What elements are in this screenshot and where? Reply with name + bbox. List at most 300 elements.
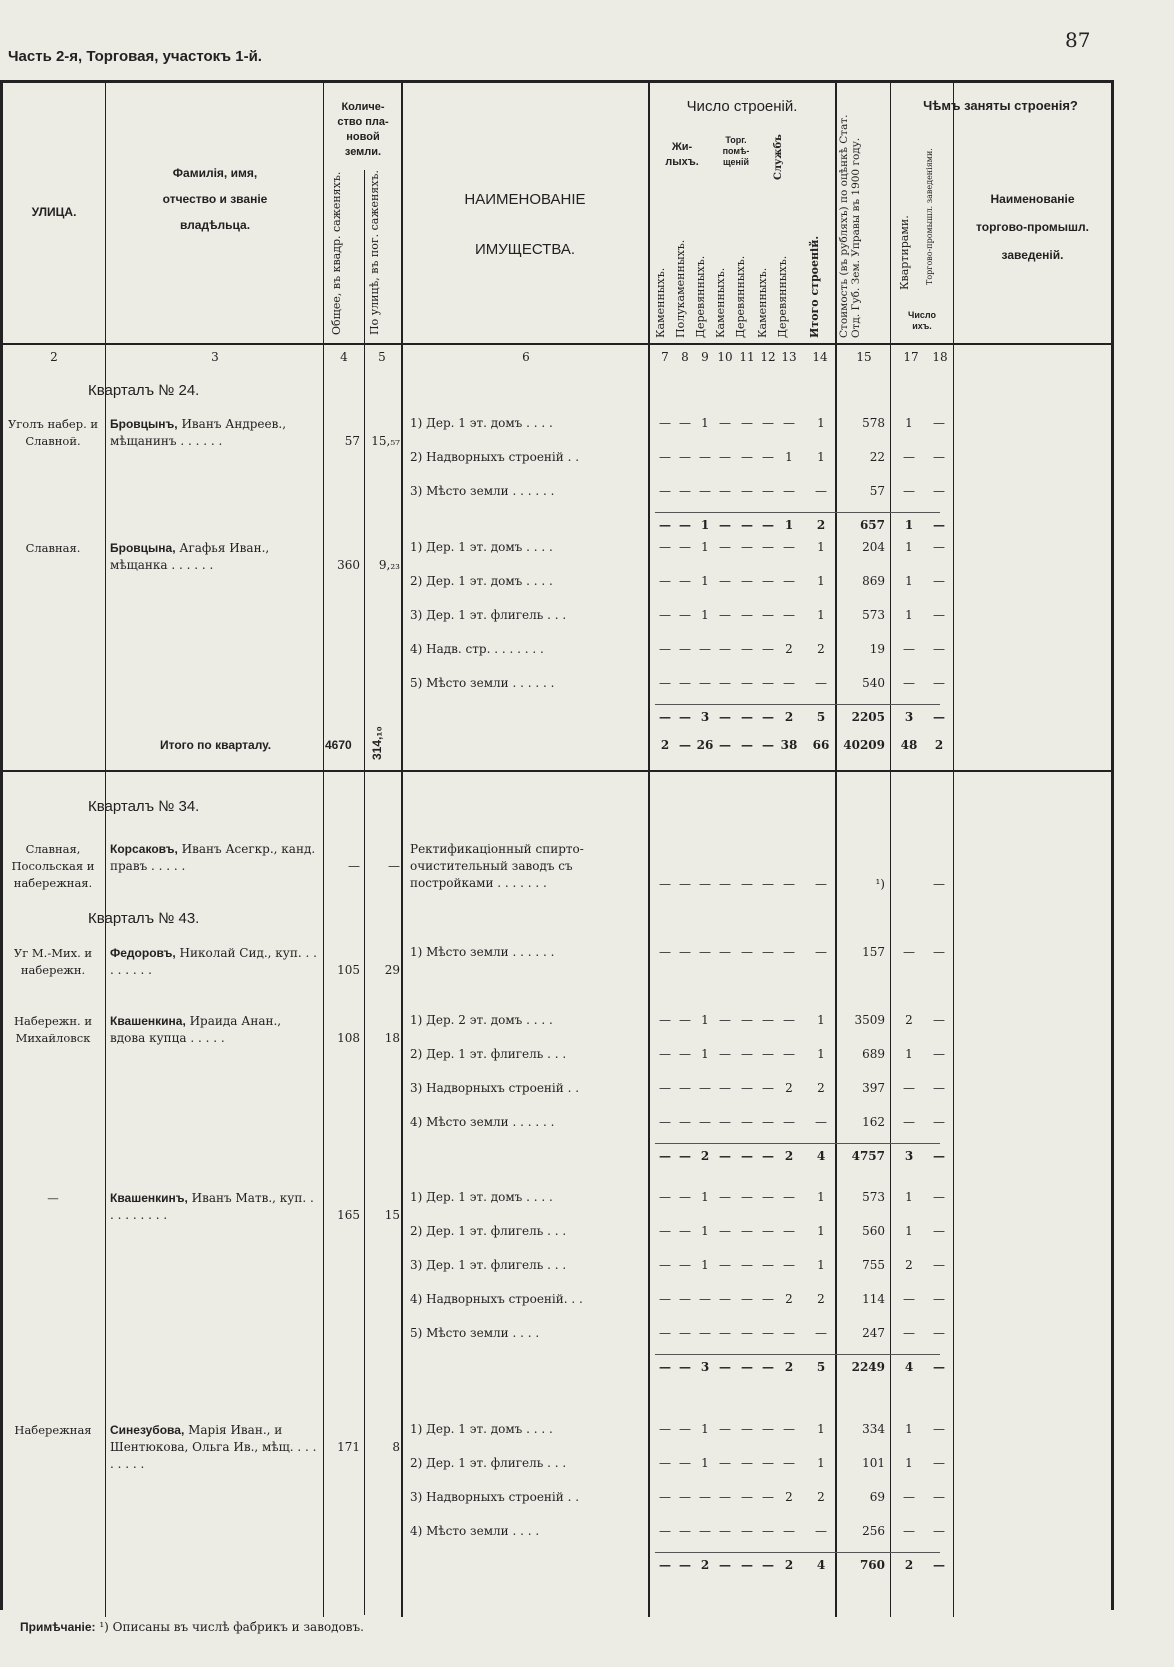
header-trade-est: Торгово-промышл. заведеніями. <box>925 148 934 285</box>
count-cell: — <box>762 1490 774 1504</box>
count-cell: — <box>659 1326 671 1340</box>
owner-details: Николай Сид., куп. . . . . . . . . <box>110 946 317 977</box>
count-cell: — <box>762 540 774 554</box>
apartments-cell: — <box>903 642 915 656</box>
apartments-cell: 2 <box>905 1013 913 1027</box>
land-area-cell: 165 <box>337 1208 360 1222</box>
property-item: 1) Дер. 2 эт. домъ . . . . <box>410 1013 553 1027</box>
col-number: 7 <box>661 350 669 364</box>
apartments-cell: — <box>903 1115 915 1129</box>
property-item: 1) Дер. 1 эт. домъ . . . . <box>410 416 553 430</box>
count-cell: 1 <box>700 518 710 532</box>
property-item: 5) Мѣсто земли . . . . . . <box>410 676 555 690</box>
count-cell: 1 <box>817 450 825 464</box>
count-cell: — <box>783 484 795 498</box>
count-cell: — <box>719 1081 731 1095</box>
land-area-cell: 360 <box>337 558 360 572</box>
part-header: Часть 2-я, Торговая, участокъ 1-й. <box>8 48 262 65</box>
count-cell: — <box>719 1047 731 1061</box>
header-street: УЛИЦА. <box>31 205 77 219</box>
owner-surname: Бровцынъ, <box>110 417 178 431</box>
owner-cell <box>110 945 320 979</box>
trade-est-cell: — <box>933 416 945 430</box>
count-cell: — <box>679 1013 691 1027</box>
count-cell: — <box>815 1115 827 1129</box>
street-cell: Набережн. и Михайловск <box>13 1014 92 1045</box>
street-cell: Уг М.-Мих. и набережн. <box>13 946 93 977</box>
count-cell: — <box>741 518 753 532</box>
header-wooden-3: Деревянныхъ. <box>776 255 789 338</box>
count-cell: — <box>815 877 827 891</box>
count-cell: — <box>659 608 671 622</box>
count-cell: — <box>815 1326 827 1340</box>
trade-est-cell: — <box>933 1292 945 1306</box>
value-cell: 573 <box>862 1190 885 1204</box>
owner-details: Иванъ Андреев., мѣщанинъ . . . . . . <box>110 417 287 448</box>
count-cell: — <box>762 1456 774 1470</box>
count-cell: — <box>762 574 774 588</box>
count-cell: 1 <box>817 1422 825 1436</box>
col-rule <box>105 82 106 1617</box>
count-cell: — <box>699 1524 711 1538</box>
count-cell: — <box>659 1422 671 1436</box>
col-number: 4 <box>340 350 348 364</box>
trade-est-cell: — <box>933 1558 945 1572</box>
count-cell: — <box>719 1190 731 1204</box>
land-front-cell: 18 <box>384 1031 400 1045</box>
count-cell: — <box>659 1292 671 1306</box>
apartments-cell: 1 <box>905 1047 913 1061</box>
property-item: 1) Мѣсто земли . . . . . . <box>410 945 555 959</box>
col-number: 5 <box>378 350 386 364</box>
count-cell: — <box>679 574 691 588</box>
count-cell: — <box>659 574 671 588</box>
col-rule <box>648 82 650 1617</box>
count-cell: 2 <box>785 1292 793 1306</box>
count-cell: — <box>741 1558 753 1572</box>
value-cell: 689 <box>862 1047 885 1061</box>
count-cell: 1 <box>817 1013 825 1027</box>
footnote-label: Примѣчаніе: <box>20 1620 96 1634</box>
count-cell: — <box>659 416 671 430</box>
count-cell: — <box>762 676 774 690</box>
value-cell: 657 <box>859 518 885 532</box>
count-cell: 5 <box>816 1360 826 1374</box>
count-cell: — <box>719 1149 731 1163</box>
owner-cell <box>110 416 320 450</box>
count-cell: — <box>659 945 671 959</box>
count-cell: 1 <box>817 416 825 430</box>
property-item: 3) Дер. 1 эт. флигель . . . <box>410 608 567 622</box>
trade-est-cell: — <box>933 484 945 498</box>
owner-cell <box>110 1422 320 1473</box>
count-cell: — <box>679 1115 691 1129</box>
trade-est-cell: — <box>933 1081 945 1095</box>
count-cell: — <box>741 1524 753 1538</box>
count-cell: — <box>762 608 774 622</box>
value-cell: 256 <box>862 1524 885 1538</box>
count-cell: — <box>719 676 731 690</box>
owner-surname: Синезубова, <box>110 1423 185 1437</box>
count-cell: — <box>659 676 671 690</box>
count-cell: 1 <box>701 574 709 588</box>
owner-cell <box>110 540 320 574</box>
count-cell: — <box>719 945 731 959</box>
property-item: 2) Дер. 1 эт. домъ . . . . <box>410 574 553 588</box>
count-cell: — <box>762 1292 774 1306</box>
col-rule <box>890 82 891 1617</box>
count-cell: 1 <box>701 608 709 622</box>
property-item: 3) Надворныхъ строеній . . <box>410 1081 580 1095</box>
count-cell: — <box>741 1013 753 1027</box>
land-area-cell: 57 <box>344 434 360 448</box>
count-cell: — <box>699 450 711 464</box>
owner-details: Ираида Анан., вдова купца . . . . . <box>110 1014 282 1045</box>
count-cell: — <box>783 540 795 554</box>
apartments-cell: 1 <box>905 1224 913 1238</box>
trade-est-cell: — <box>933 710 945 724</box>
count-cell: — <box>679 1081 691 1095</box>
apartments-cell: 1 <box>905 608 913 622</box>
value-cell: 760 <box>859 1558 885 1572</box>
count-cell: — <box>699 1115 711 1129</box>
header-est-name: Наименованіе торгово-промышл. заведеній. <box>976 192 1089 262</box>
trade-est-cell: — <box>933 1115 945 1129</box>
count-cell: — <box>719 1258 731 1272</box>
header-land: Количе- ство пла- новой земли. <box>337 101 389 158</box>
land-front-cell: 15 <box>384 1208 400 1222</box>
count-cell: 1 <box>817 1456 825 1470</box>
count-cell: — <box>783 608 795 622</box>
apartments-cell: — <box>903 676 915 690</box>
count-cell: — <box>762 484 774 498</box>
count-cell: — <box>741 1081 753 1095</box>
count-cell: — <box>719 1524 731 1538</box>
apartments-cell: 1 <box>905 1422 913 1436</box>
count-cell: — <box>719 1115 731 1129</box>
count-cell: 1 <box>784 518 794 532</box>
count-cell: — <box>659 642 671 656</box>
count-cell: 2 <box>660 738 670 752</box>
footnote <box>20 1620 364 1634</box>
count-cell: 2 <box>784 1149 794 1163</box>
count-cell: — <box>783 1524 795 1538</box>
count-cell: — <box>659 1190 671 1204</box>
owner-surname: Квашенкина, <box>110 1014 186 1028</box>
apartments-cell: — <box>903 1326 915 1340</box>
count-cell: — <box>762 1190 774 1204</box>
land-front-cell: 8 <box>392 1440 400 1454</box>
count-cell: 1 <box>817 1224 825 1238</box>
apartments-cell: — <box>903 450 915 464</box>
count-cell: — <box>699 945 711 959</box>
apartments-cell: 3 <box>904 710 914 724</box>
count-cell: — <box>659 1149 671 1163</box>
count-cell: 1 <box>817 1190 825 1204</box>
count-cell: 5 <box>816 710 826 724</box>
count-cell: — <box>741 1149 753 1163</box>
value-cell: 247 <box>862 1326 885 1340</box>
value-cell: 4757 <box>851 1149 885 1163</box>
quarter-heading: Кварталъ № 34. <box>88 798 200 815</box>
header-apartments: Квартирами. <box>898 215 911 290</box>
count-cell: — <box>659 1081 671 1095</box>
count-cell: — <box>659 1224 671 1238</box>
quarter-separator-rule <box>0 770 1114 772</box>
apartments-cell: 1 <box>905 574 913 588</box>
col-number: 11 <box>739 350 755 364</box>
apartments-cell: — <box>903 1490 915 1504</box>
owner-details: Иванъ Асегкр., канд. правъ . . . . . <box>110 842 316 873</box>
count-cell: — <box>679 676 691 690</box>
count-cell: — <box>679 1326 691 1340</box>
count-cell: 2 <box>785 642 793 656</box>
subtotal-rule <box>655 512 940 513</box>
col-rule <box>364 170 365 1615</box>
land-front-cell: 9,₂₃ <box>378 558 400 572</box>
count-cell: — <box>719 1360 731 1374</box>
count-cell: — <box>719 1490 731 1504</box>
count-cell: 2 <box>817 642 825 656</box>
count-cell: — <box>741 484 753 498</box>
property-item: 2) Надворныхъ строеній . . <box>410 450 580 464</box>
table-top-rule <box>0 80 1114 83</box>
count-cell: — <box>679 450 691 464</box>
count-cell: — <box>741 1360 753 1374</box>
count-cell: — <box>679 877 691 891</box>
owner-surname: Бровцына, <box>110 541 176 555</box>
owner-details: Иванъ Матв., куп. . . . . . . . . . <box>110 1191 314 1222</box>
property-item: 4) Мѣсто земли . . . . <box>410 1524 540 1538</box>
count-cell: — <box>719 574 731 588</box>
apartments-cell: 1 <box>905 1456 913 1470</box>
count-cell: — <box>783 945 795 959</box>
header-half-stone: Полукаменныхъ. <box>674 239 687 338</box>
land-area-cell: 105 <box>337 963 360 977</box>
trade-est-cell: 2 <box>934 738 944 752</box>
property-item: 2) Дер. 1 эт. флигель . . . <box>410 1224 567 1238</box>
apartments-cell: 1 <box>905 1190 913 1204</box>
count-cell: — <box>719 1326 731 1340</box>
count-cell: — <box>719 1558 731 1572</box>
subtotal-rule <box>655 1143 940 1144</box>
count-cell: — <box>659 1360 671 1374</box>
trade-est-cell: — <box>933 1149 945 1163</box>
count-cell: — <box>741 1292 753 1306</box>
property-item: 3) Надворныхъ строеній . . <box>410 1490 580 1504</box>
trade-est-cell: — <box>933 676 945 690</box>
count-cell: 2 <box>816 518 826 532</box>
count-cell: 1 <box>701 1422 709 1436</box>
count-cell: — <box>762 1258 774 1272</box>
header-total-buildings: Итого строеній. <box>808 235 821 338</box>
count-cell: — <box>783 1115 795 1129</box>
count-cell: — <box>762 710 774 724</box>
header-value: Стоимость (въ рубляхъ) по оцѣнкѣ Стат. Отд. Губ. Зем. Управы въ 1900 году. <box>838 114 862 338</box>
col-rule <box>953 82 954 1617</box>
property-item: 4) Надв. стр. . . . . . . . <box>410 642 544 656</box>
property-item: 4) Надворныхъ строеній. . . <box>410 1292 583 1306</box>
count-cell: — <box>679 540 691 554</box>
count-cell: — <box>783 416 795 430</box>
land-area-cell: 171 <box>337 1440 360 1454</box>
count-cell: 2 <box>785 1081 793 1095</box>
count-cell: — <box>783 1456 795 1470</box>
apartments-cell: 2 <box>905 1258 913 1272</box>
count-cell: — <box>815 676 827 690</box>
count-cell: 2 <box>784 710 794 724</box>
count-cell: — <box>679 945 691 959</box>
count-cell: — <box>741 1258 753 1272</box>
count-cell: — <box>741 1326 753 1340</box>
trade-est-cell: — <box>933 1326 945 1340</box>
value-cell: 2205 <box>851 710 885 724</box>
count-cell: 26 <box>696 738 714 752</box>
col-number: 15 <box>856 350 872 364</box>
quarter-total-front: 314,₁₀ <box>370 726 384 760</box>
count-cell: 2 <box>784 1360 794 1374</box>
street-cell: — <box>47 1191 59 1205</box>
apartments-cell: 3 <box>904 1149 914 1163</box>
header-wooden-2: Деревянныхъ. <box>734 255 747 338</box>
count-cell: 1 <box>701 1258 709 1272</box>
value-cell: 19 <box>869 642 885 656</box>
count-cell: — <box>783 1190 795 1204</box>
count-cell: — <box>783 1224 795 1238</box>
count-cell: — <box>762 1224 774 1238</box>
count-cell: 2 <box>784 1558 794 1572</box>
count-cell: 1 <box>701 416 709 430</box>
apartments-cell: 1 <box>904 518 914 532</box>
value-cell: 560 <box>862 1224 885 1238</box>
count-cell: — <box>741 877 753 891</box>
count-cell: — <box>659 1047 671 1061</box>
count-cell: — <box>679 1456 691 1470</box>
count-cell: 1 <box>817 608 825 622</box>
owner-surname: Квашенкинъ, <box>110 1191 188 1205</box>
count-cell: 3 <box>700 710 710 724</box>
col-number: 14 <box>812 350 828 364</box>
value-cell: 540 <box>862 676 885 690</box>
count-cell: — <box>719 642 731 656</box>
count-cell: 1 <box>817 1047 825 1061</box>
count-cell: — <box>741 540 753 554</box>
trade-est-cell: — <box>933 1524 945 1538</box>
count-cell: — <box>679 1292 691 1306</box>
count-cell: — <box>762 1115 774 1129</box>
header-owner: Фамилія, имя, отчество и званіе владѣльца. <box>162 166 268 232</box>
header-residential: Жи- лыхъ. <box>665 141 699 168</box>
property-item: 3) Мѣсто земли . . . . . . <box>410 484 555 498</box>
count-cell: 1 <box>701 1456 709 1470</box>
count-cell: — <box>719 484 731 498</box>
count-cell: — <box>699 1326 711 1340</box>
col-number: 3 <box>211 350 219 364</box>
count-cell: — <box>719 1013 731 1027</box>
owner-cell <box>110 1013 320 1047</box>
owner-surname: Корсаковъ, <box>110 842 178 856</box>
apartments-cell: 1 <box>905 540 913 554</box>
header-stone: Каменныхъ. <box>654 267 667 338</box>
count-cell: — <box>741 738 753 752</box>
owner-cell <box>110 841 320 875</box>
count-cell: — <box>762 1558 774 1572</box>
count-cell: — <box>762 1047 774 1061</box>
header-service: Службъ <box>773 134 784 180</box>
count-cell: — <box>762 1422 774 1436</box>
trade-est-cell: — <box>933 1490 945 1504</box>
apartments-cell: 4 <box>904 1360 914 1374</box>
count-cell: 1 <box>817 1258 825 1272</box>
count-cell: — <box>783 1258 795 1272</box>
count-cell: — <box>741 574 753 588</box>
count-cell: — <box>679 1224 691 1238</box>
apartments-cell: — <box>903 1081 915 1095</box>
property-item: 3) Дер. 1 эт. флигель . . . <box>410 1258 567 1272</box>
count-cell: — <box>719 1456 731 1470</box>
trade-est-cell: — <box>933 1360 945 1374</box>
count-cell: — <box>741 676 753 690</box>
count-cell: — <box>699 1292 711 1306</box>
count-cell: — <box>719 710 731 724</box>
count-cell: — <box>719 877 731 891</box>
count-cell: — <box>741 1115 753 1129</box>
count-cell: — <box>679 710 691 724</box>
count-cell: — <box>783 1422 795 1436</box>
value-cell: 869 <box>862 574 885 588</box>
property-item: Ректификаціонный спирто-очистительный заводъ съ постройками . . . . . . . <box>410 842 584 890</box>
header-land-total: Общее, въ квадр. саженяхъ. <box>330 171 343 335</box>
count-cell: 2 <box>817 1292 825 1306</box>
count-cell: — <box>783 1013 795 1027</box>
subtotal-rule <box>655 704 940 705</box>
count-cell: — <box>741 416 753 430</box>
header-stone-3: Каменныхъ. <box>756 267 769 338</box>
count-cell: — <box>762 642 774 656</box>
count-cell: — <box>679 416 691 430</box>
count-cell: — <box>762 450 774 464</box>
col-number: 8 <box>681 350 689 364</box>
apartments-cell: — <box>903 1524 915 1538</box>
count-cell: — <box>762 1360 774 1374</box>
property-item: 4) Мѣсто земли . . . . . . <box>410 1115 555 1129</box>
value-cell: 2249 <box>851 1360 885 1374</box>
property-item: 5) Мѣсто земли . . . . <box>410 1326 540 1340</box>
count-cell: — <box>679 518 691 532</box>
table-left-rule <box>0 80 3 1610</box>
apartments-cell: — <box>903 1292 915 1306</box>
value-cell: 334 <box>862 1422 885 1436</box>
count-cell: — <box>762 416 774 430</box>
count-cell: — <box>659 710 671 724</box>
count-cell: — <box>659 1490 671 1504</box>
count-cell: 1 <box>817 540 825 554</box>
value-cell: 397 <box>862 1081 885 1095</box>
trade-est-cell: — <box>933 1258 945 1272</box>
property-item: 1) Дер. 1 эт. домъ . . . . <box>410 1190 553 1204</box>
count-cell: — <box>719 540 731 554</box>
property-item: 2) Дер. 1 эт. флигель . . . <box>410 1047 567 1061</box>
street-cell: Славная, Посольская и набережная. <box>11 842 95 890</box>
count-cell: — <box>659 518 671 532</box>
count-cell: — <box>659 1013 671 1027</box>
col-number: 6 <box>522 350 530 364</box>
apartments-cell: — <box>903 484 915 498</box>
subtotal-rule <box>655 1354 940 1355</box>
col-rule <box>401 82 403 1617</box>
count-cell: — <box>741 1490 753 1504</box>
count-cell: 66 <box>812 738 830 752</box>
